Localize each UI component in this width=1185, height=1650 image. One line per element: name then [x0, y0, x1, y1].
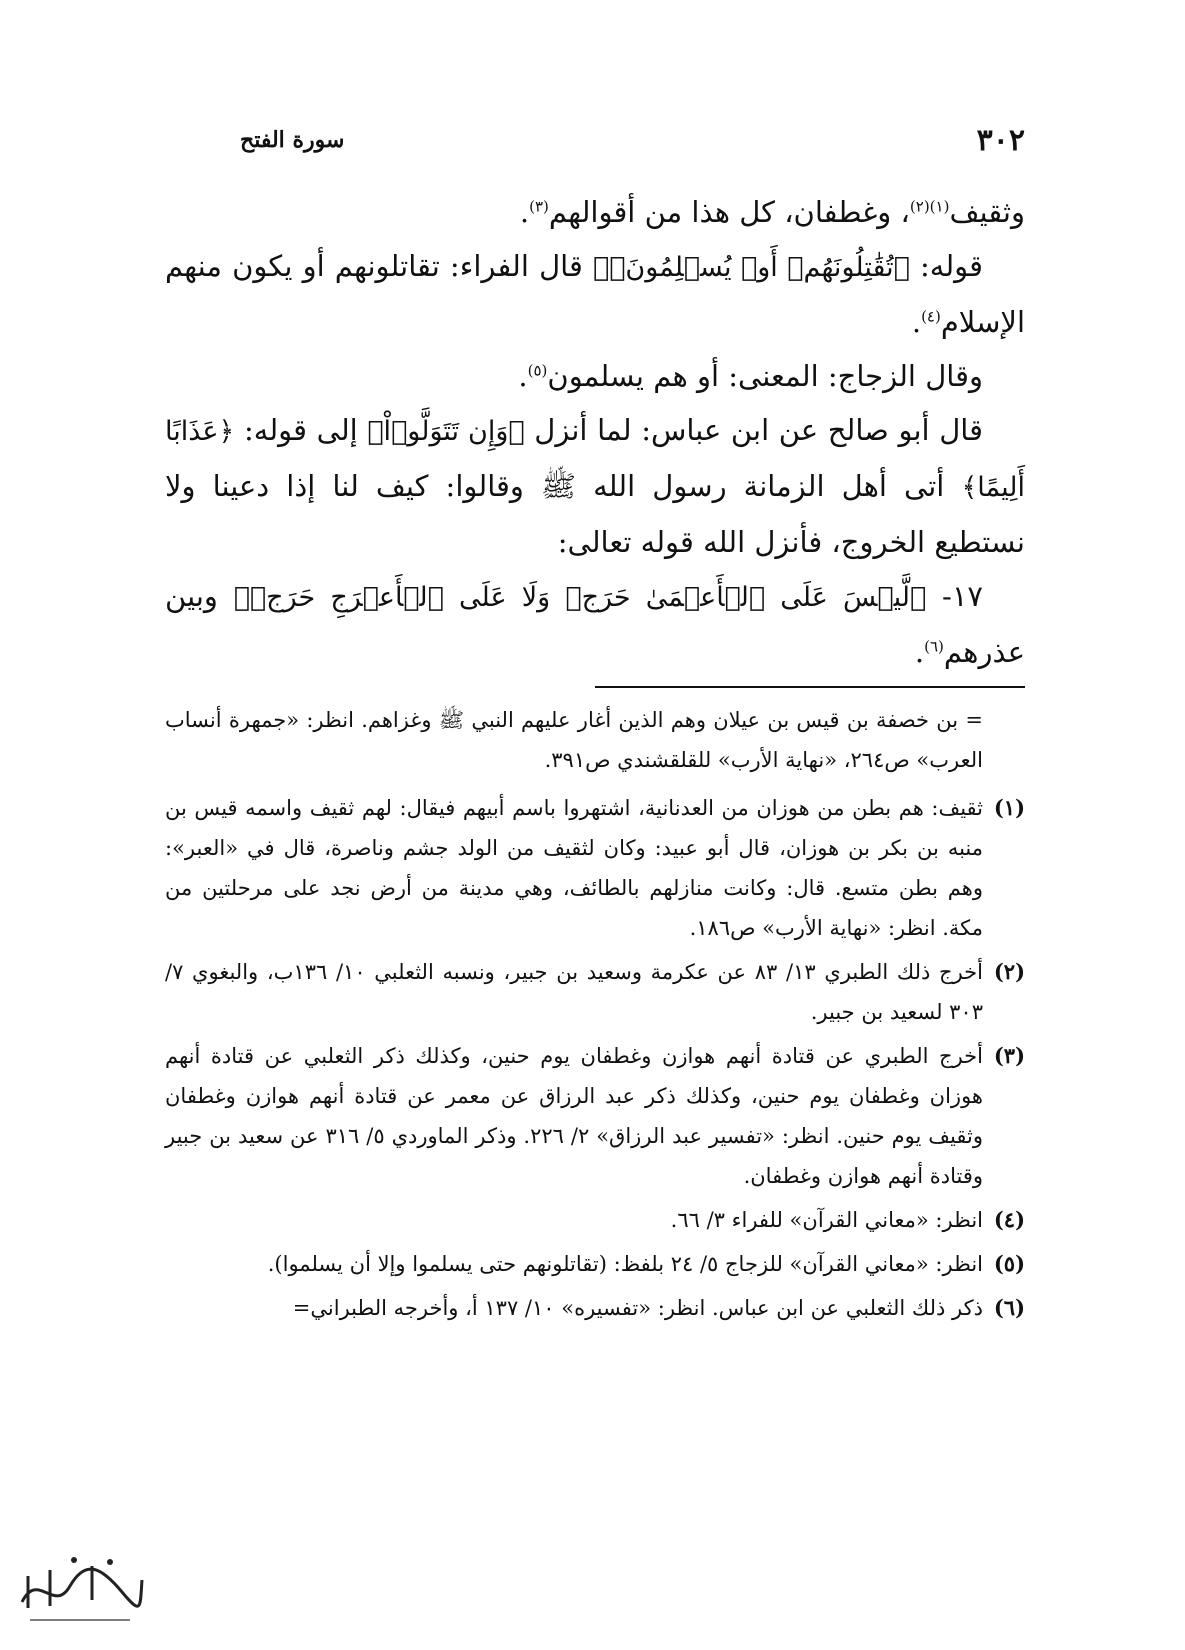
quran-quote: ﴿عَذَابًا أَلِيمًا﴾: [165, 416, 1025, 503]
footnote-text: انظر: «معاني القرآن» للفراء ٣/ ٦٦.: [670, 1208, 983, 1232]
footnote-ref[interactable]: (١)(٢): [909, 197, 950, 216]
footnote-number: (٤): [993, 1207, 1025, 1232]
footnote-text: انظر: «معاني القرآن» للزجاج ٥/ ٢٤ بلفظ: (تقاتلونهم حتى يسلموا وإلا أن يسلموا).: [267, 1252, 983, 1276]
page-header: [140, 120, 1025, 160]
footnote-6: [165, 1288, 1025, 1328]
footnote-ref[interactable]: (٣): [529, 197, 549, 216]
footnote-2: [165, 952, 1025, 1032]
quran-quote: ﴿وَإِن تَتَوَلَّوۡاْ﴾: [367, 416, 525, 447]
footnote-3: [165, 1036, 1025, 1196]
quran-quote: ﴿لَّيۡسَ عَلَى ٱلۡأَعۡمَىٰ حَرَجٞ وَلَا عَلَى ٱلۡأَعۡرَجِ حَرَجٞ﴾: [233, 582, 927, 613]
footnote-1: [165, 788, 1025, 948]
footnote-divider: [595, 686, 1025, 688]
footnote-text: ذكر ذلك الثعلبي عن ابن عباس. انظر: «تفسيره» ١٠/ ١٣٧ أ، وأخرجه الطبراني=: [292, 1296, 983, 1320]
watermark-logo: [10, 1540, 150, 1630]
paragraph-4: قال أبو صالح عن ابن عباس: لما أنزل ﴿وَإِن تَتَوَلَّوۡاْ﴾ إلى قوله: ﴿عَذَابًا أَلِيمًا﴾ أتى أهل الزمانة رسول الله ﷺ وقالوا: كيف لنا إذا دعينا ولا نستطيع الخروج، فأنزل الله قوله تعالى:: [165, 413, 1025, 559]
footnote-ref[interactable]: (٦): [924, 637, 944, 656]
footnote-text: أخرج الطبري عن قتادة أنهم هوازن وغطفان يوم حنين، وكذلك ذكر الثعلبي عن قتادة أنهم هوزان وغطفان يوم حنين، وكذلك ذكر عبد الرزاق عن معمر عن قتادة أنهم هوازن وغطفان وثقيف يوم حنين. انظر: «تفسير عبد الرزاق» ٢/ ٢٢٦. وذكر الماوردي ٥/ ٣١٦ عن سعيد بن جبير وقتادة أنهم هوازن وغطفان.: [165, 1044, 983, 1188]
main-text: [165, 185, 1025, 679]
footnote-number: (١): [993, 795, 1025, 820]
surah-title: سورة الفتح: [240, 127, 345, 153]
page-number: ٣٠٢: [976, 122, 1025, 158]
footnote-number: (٥): [993, 1251, 1025, 1276]
paragraph-5: ١٧- ﴿لَّيۡسَ عَلَى ٱلۡأَعۡمَىٰ حَرَجٞ وَلَا عَلَى ٱلۡأَعۡرَجِ حَرَجٞ﴾ وبين عذرهم$^{(٦)}$.: [165, 579, 1025, 669]
footnote-ref[interactable]: (٤): [921, 307, 941, 326]
footnotes: [165, 700, 1025, 1332]
paragraph-3: وقال الزجاج: المعنى: أو هم يسلمون$^{(٥)}$.: [518, 359, 983, 393]
footnote-ref[interactable]: (٥): [527, 361, 548, 380]
paragraph-1: وثقيف$^{(١)(٢)}$، وغطفان، كل هذا من أقوالهم$^{(٣)}$.: [519, 195, 1025, 229]
footnote-number: (٦): [993, 1295, 1025, 1320]
footnote-4: [165, 1200, 1025, 1240]
footnote-5: [165, 1244, 1025, 1284]
footnote-text: ثقيف: هم بطن من هوزان من العدنانية، اشتهروا باسم أبيهم فيقال: لهم ثقيف واسمه قيس بن منبه بن بكر بن هوزان، قال أبو عبيد: وكان لثقيف من الولد جشم وناصرة، قال في «العبر»: وهم بطن متسع. قال: وكانت منازلهم بالطائف، وهي مدينة من أرض نجد على مرحلتين من مكة. انظر: «نهاية الأرب» ص١٨٦.: [165, 796, 983, 940]
footnote-number: (٢): [993, 959, 1025, 984]
footnote-number: (٣): [993, 1043, 1025, 1068]
footnote-text: أخرج ذلك الطبري ١٣/ ٨٣ عن عكرمة وسعيد بن جبير، ونسبه الثعلبي ١٠/ ١٣٦ب، والبغوي ٧/ ٣٠٣ لسعيد بن جبير.: [165, 960, 983, 1024]
quran-quote: ﴿تُقَٰتِلُونَهُمۡ أَوۡ يُسۡلِمُونَۖ﴾: [593, 252, 910, 283]
paragraph-2: قوله: ﴿تُقَٰتِلُونَهُمۡ أَوۡ يُسۡلِمُونَۖ﴾ قال الفراء: تقاتلونهم أو يكون منهم الإسلام$^{(٤)}$.: [165, 249, 1025, 339]
footnote-continuation: = بن خصفة بن قيس بن عيلان وهم الذين أغار عليهم النبي ﷺ وغزاهم. انظر: «جمهرة أنساب العرب» ص٢٦٤، «نهاية الأرب» للقلقشندي ص٣٩١.: [165, 708, 983, 772]
verse-number: ١٧-: [926, 579, 983, 613]
